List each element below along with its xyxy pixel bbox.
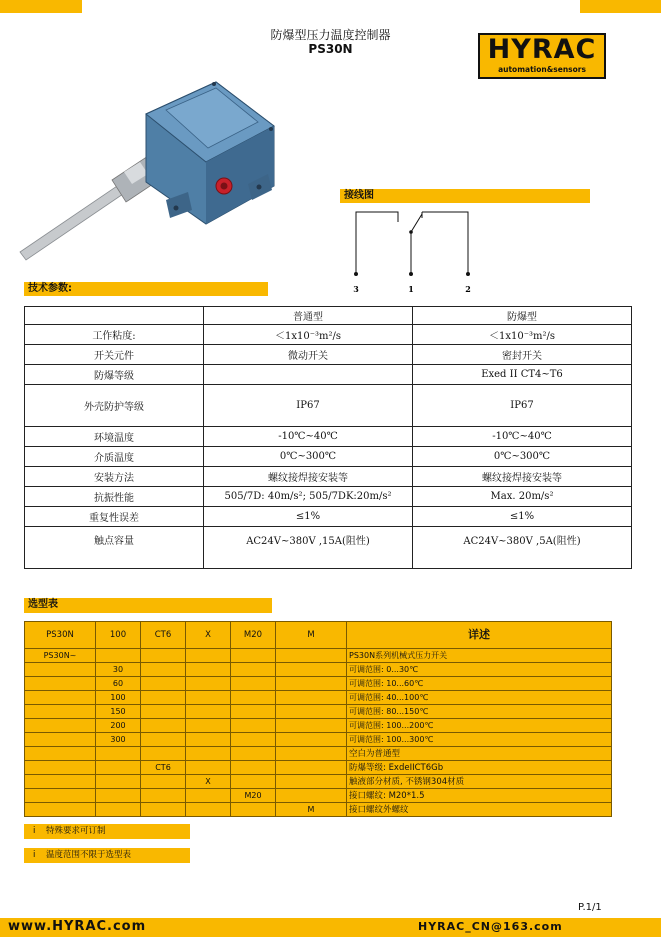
note-text: 温度范围不限于选型表 xyxy=(46,850,132,860)
sel-cell: 200 xyxy=(96,719,141,733)
sel-cell xyxy=(25,677,96,691)
sel-cell xyxy=(231,803,276,817)
sel-cell xyxy=(276,761,347,775)
table-row xyxy=(25,803,612,817)
table-row xyxy=(25,507,632,527)
sel-cell xyxy=(186,789,231,803)
sel-cell xyxy=(96,803,141,817)
note-item xyxy=(24,824,190,839)
table-row xyxy=(25,365,632,385)
sel-cell xyxy=(141,803,186,817)
spec-normal: 505/7D: 40m/s²; 505/7DK:20m/s² xyxy=(204,487,413,507)
sel-cell xyxy=(141,663,186,677)
sel-header-cell: X xyxy=(186,622,231,649)
model-name: PS30N xyxy=(308,42,353,56)
terminal-label: 3 xyxy=(353,284,359,294)
table-row xyxy=(25,747,612,761)
spec-name: 触点容量 xyxy=(25,527,204,569)
sel-cell xyxy=(96,775,141,789)
info-icon: i xyxy=(33,850,36,860)
table-row xyxy=(25,385,632,427)
table-row xyxy=(25,691,612,705)
spec-explosion: 密封开关 xyxy=(413,345,632,365)
brand-logo xyxy=(478,33,606,79)
note-text: 特殊要求可订制 xyxy=(46,826,106,836)
selection-table xyxy=(24,621,612,817)
sel-cell: M20 xyxy=(231,789,276,803)
sel-cell xyxy=(276,719,347,733)
sel-desc: 可调范围: 80...150℃ xyxy=(347,705,612,719)
sel-header-cell: 100 xyxy=(96,622,141,649)
sel-cell xyxy=(25,747,96,761)
sel-cell xyxy=(25,705,96,719)
sel-cell xyxy=(25,733,96,747)
table-header-cell: 普通型 xyxy=(204,307,413,325)
sel-cell xyxy=(141,789,186,803)
sel-cell xyxy=(186,649,231,663)
table-row xyxy=(25,447,632,467)
sel-cell xyxy=(25,775,96,789)
spec-explosion: 螺纹接焊接安装等 xyxy=(413,467,632,487)
sel-cell xyxy=(186,677,231,691)
sel-cell xyxy=(276,733,347,747)
spec-explosion: ＜1x10⁻³m²/s xyxy=(413,325,632,345)
product-image xyxy=(16,74,286,274)
sel-header-cell: M20 xyxy=(231,622,276,649)
sel-cell: 30 xyxy=(96,663,141,677)
spec-normal: 螺纹接焊接安装等 xyxy=(204,467,413,487)
table-row xyxy=(25,663,612,677)
sel-cell xyxy=(231,705,276,719)
sel-desc: 防爆等级: ExdeIICT6Gb xyxy=(347,761,612,775)
spec-normal: AC24V~380V ,15A(阻性) xyxy=(204,527,413,569)
selection-label: 选型表 xyxy=(24,598,272,613)
spec-explosion: ≤1% xyxy=(413,507,632,527)
sel-cell xyxy=(141,775,186,789)
sel-cell xyxy=(186,733,231,747)
logo-brand: HYRAC xyxy=(487,34,597,65)
sel-cell xyxy=(25,789,96,803)
spec-normal: 微动开关 xyxy=(204,345,413,365)
wiring-label: 接线图 xyxy=(340,189,590,203)
spec-name: 抗振性能 xyxy=(25,487,204,507)
top-left-bar xyxy=(0,0,82,13)
sel-cell xyxy=(231,719,276,733)
spec-name: 环境温度 xyxy=(25,427,204,447)
sel-cell xyxy=(276,775,347,789)
table-row xyxy=(25,789,612,803)
sel-cell: 150 xyxy=(96,705,141,719)
sel-cell xyxy=(231,649,276,663)
spec-name: 开关元件 xyxy=(25,345,204,365)
table-row xyxy=(25,733,612,747)
spec-normal: IP67 xyxy=(204,385,413,427)
logo-tagline: automation&sensors xyxy=(498,65,586,74)
sel-header-cell: M xyxy=(276,622,347,649)
sel-cell xyxy=(141,649,186,663)
table-row xyxy=(25,527,632,569)
info-icon: i xyxy=(33,826,36,836)
sel-cell xyxy=(186,663,231,677)
spec-explosion: 0℃~300℃ xyxy=(413,447,632,467)
sel-header-cell: CT6 xyxy=(141,622,186,649)
sel-cell xyxy=(186,761,231,775)
sel-cell: 100 xyxy=(96,691,141,705)
sel-desc: 接口螺纹外螺纹 xyxy=(347,803,612,817)
table-row xyxy=(25,487,632,507)
spec-normal: ≤1% xyxy=(204,507,413,527)
terminal-label: 1 xyxy=(408,284,414,294)
sel-cell xyxy=(141,747,186,761)
page-title: 防爆型压力温度控制器 xyxy=(270,28,391,42)
sel-cell xyxy=(231,747,276,761)
page-number: P.1/1 xyxy=(578,902,602,913)
sel-cell xyxy=(276,649,347,663)
specs-label: 技术参数: xyxy=(24,282,268,296)
sel-cell xyxy=(96,747,141,761)
table-header-cell xyxy=(25,307,204,325)
table-row xyxy=(25,775,612,789)
table-row xyxy=(25,427,632,447)
sel-cell xyxy=(186,691,231,705)
sel-header-cell: 详述 xyxy=(347,622,612,649)
sel-cell xyxy=(141,705,186,719)
spec-normal xyxy=(204,365,413,385)
sel-cell xyxy=(25,803,96,817)
spec-name: 安装方法 xyxy=(25,467,204,487)
sel-cell: 60 xyxy=(96,677,141,691)
sel-cell xyxy=(231,677,276,691)
footer-email[interactable]: HYRAC_CN@163.com xyxy=(418,920,563,933)
sel-cell: CT6 xyxy=(141,761,186,775)
table-row xyxy=(25,719,612,733)
sel-cell xyxy=(231,775,276,789)
sel-desc: 空白为普通型 xyxy=(347,747,612,761)
sel-cell xyxy=(96,649,141,663)
sel-cell xyxy=(25,719,96,733)
sel-cell xyxy=(141,677,186,691)
sel-cell xyxy=(276,705,347,719)
sel-desc: PS30N系列机械式压力开关 xyxy=(347,649,612,663)
terminal-label: 2 xyxy=(465,284,471,294)
sel-cell xyxy=(25,691,96,705)
sel-cell: 300 xyxy=(96,733,141,747)
table-header-cell: 防爆型 xyxy=(413,307,632,325)
table-row xyxy=(25,467,632,487)
sel-cell xyxy=(141,733,186,747)
sel-cell xyxy=(231,663,276,677)
sel-desc: 接口螺纹: M20*1.5 xyxy=(347,789,612,803)
sel-cell xyxy=(186,705,231,719)
sel-cell xyxy=(25,663,96,677)
sel-cell xyxy=(231,761,276,775)
spec-name: 介质温度 xyxy=(25,447,204,467)
note-item xyxy=(24,848,190,863)
sel-desc: 可调范围: 0...30℃ xyxy=(347,663,612,677)
spec-explosion: Max. 20m/s² xyxy=(413,487,632,507)
spec-normal: 0℃~300℃ xyxy=(204,447,413,467)
sel-cell: X xyxy=(186,775,231,789)
spec-explosion: IP67 xyxy=(413,385,632,427)
sel-cell xyxy=(96,761,141,775)
sel-desc: 触液部分材质, 不锈钢304材质 xyxy=(347,775,612,789)
footer-website[interactable]: www.HYRAC.com xyxy=(8,919,147,934)
sel-header-cell: PS30N xyxy=(25,622,96,649)
sel-cell: PS30N~ xyxy=(25,649,96,663)
footer-bar xyxy=(0,918,661,937)
selection-header-row xyxy=(25,622,612,649)
sel-cell xyxy=(96,789,141,803)
sel-desc: 可调范围: 40...100℃ xyxy=(347,691,612,705)
sel-desc: 可调范围: 100...200℃ xyxy=(347,719,612,733)
sel-cell xyxy=(186,747,231,761)
sel-cell xyxy=(231,691,276,705)
spec-name: 外壳防护等级 xyxy=(25,385,204,427)
sel-desc: 可调范围: 100...300℃ xyxy=(347,733,612,747)
table-header-row xyxy=(25,307,632,325)
spec-name: 防爆等级 xyxy=(25,365,204,385)
specs-table xyxy=(24,306,632,569)
sel-cell xyxy=(25,761,96,775)
spec-explosion: Exed II CT4~T6 xyxy=(413,365,632,385)
spec-explosion: AC24V~380V ,5A(阻性) xyxy=(413,527,632,569)
sel-desc: 可调范围: 10...60℃ xyxy=(347,677,612,691)
spec-name: 重复性误差 xyxy=(25,507,204,527)
spec-normal: -10℃~40℃ xyxy=(204,427,413,447)
top-right-bar xyxy=(580,0,661,13)
spec-name: 工作粘度: xyxy=(25,325,204,345)
table-row xyxy=(25,761,612,775)
spec-explosion: -10℃~40℃ xyxy=(413,427,632,447)
table-row xyxy=(25,345,632,365)
sel-cell xyxy=(141,719,186,733)
sel-cell xyxy=(141,691,186,705)
table-row xyxy=(25,705,612,719)
wiring-diagram xyxy=(340,204,490,294)
sel-cell xyxy=(276,691,347,705)
sel-cell xyxy=(276,677,347,691)
sel-cell xyxy=(186,803,231,817)
sel-cell xyxy=(276,663,347,677)
sel-cell: M xyxy=(276,803,347,817)
sel-cell xyxy=(186,719,231,733)
table-row xyxy=(25,325,632,345)
sel-cell xyxy=(276,747,347,761)
spec-normal: ＜1x10⁻³m²/s xyxy=(204,325,413,345)
sel-cell xyxy=(231,733,276,747)
sel-cell xyxy=(276,789,347,803)
table-row xyxy=(25,649,612,663)
table-row xyxy=(25,677,612,691)
